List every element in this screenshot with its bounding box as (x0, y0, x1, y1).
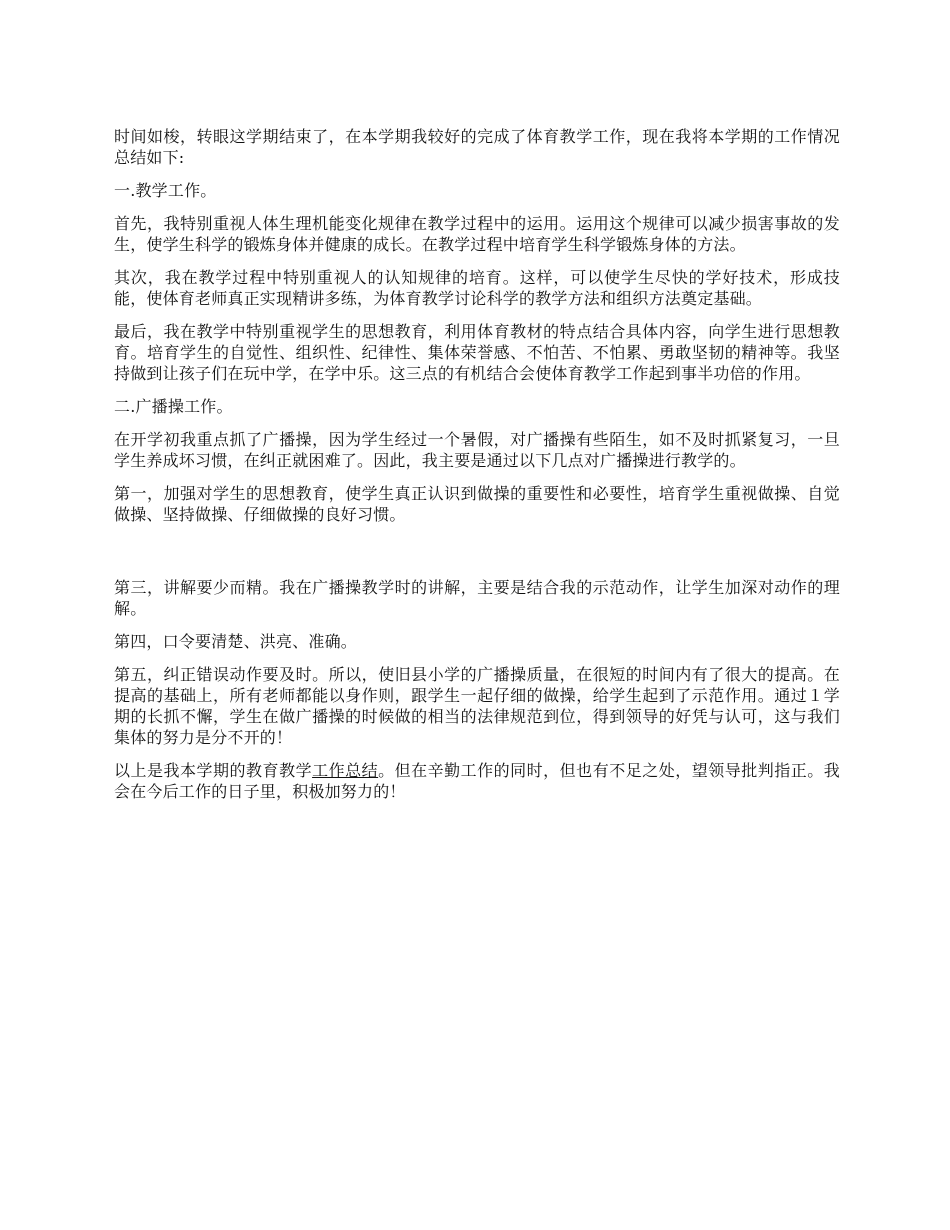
paragraph-last: 最后，我在教学中特别重视学生的思想教育，利用体育教材的特点结合具体内容，向学生进行思想教育。培育学生的自觉性、组织性、纪律性、集体荣誉感、不怕苦、不怕累、勇敢坚韧的精神等。我坚持做到让孩子们在玩中学，在学中乐。这三点的有机结合会使体育教学工作起到事半功倍的作用。 (114, 322, 840, 383)
paragraph-point-four: 第四，口令要清楚、洪亮、准确。 (114, 632, 358, 651)
blank-gap (114, 537, 840, 577)
section-heading-exercise: 二.广播操工作。 (114, 397, 233, 416)
closing-text-before: 以上是我本学期的教育教学 (114, 761, 313, 780)
document-page (114, 126, 840, 814)
paragraph-second: 其次，我在教学过程中特别重视人的认知规律的培育。这样，可以使学生尽快的学好技术，形成技能，使体育老师真正实现精讲多练，为体育教学讨论科学的教学方法和组织方法奠定基础。 (114, 268, 840, 308)
paragraph-exercise-intro: 在开学初我重点抓了广播操，因为学生经过一个暑假，对广播操有些陌生，如不及时抓紧复习，一旦学生养成坏习惯，在纠正就困难了。因此，我主要是通过以下几点对广播操进行教学的。 (114, 430, 840, 470)
closing-text-after: 。但在辛勤工作的同时，但也有不足之处，望领导批判指正。我会在今后工作的日子里，积极加努力的！ (114, 761, 840, 801)
paragraph-point-five: 第五，纠正错误动作要及时。所以，使旧县小学的广播操质量，在很短的时间内有了很大的提高。在提高的基础上，所有老师都能以身作则，跟学生一起仔细的做操，给学生起到了示范作用。通过１学期的长抓不懈，学生在做广播操的时候做的相当的法律规范到位，得到领导的好凭与认可，这与我们集体的努力是分不开的！ (114, 665, 840, 747)
section-heading-teaching: 一.教学工作。 (114, 181, 217, 200)
paragraph-first: 首先，我特别重视人体生理机能变化规律在教学过程中的运用。运用这个规律可以减少损害事故的发生，使学生科学的锻炼身体并健康的成长。在教学过程中培育学生科学锻炼身体的方法。 (114, 214, 840, 254)
intro-paragraph: 时间如梭，转眼这学期结束了，在本学期我较好的完成了体育教学工作，现在我将本学期的工作情况总结如下: (114, 127, 840, 167)
paragraph-point-three: 第三，讲解要少而精。我在广播操教学时的讲解，主要是结合我的示范动作，让学生加深对动作的理解。 (114, 578, 840, 618)
closing-paragraph (114, 760, 840, 802)
paragraph-point-one: 第一，加强对学生的思想教育，使学生真正认识到做操的重要性和必要性，培育学生重视做操、自觉做操、坚持做操、仔细做操的良好习惯。 (114, 484, 840, 524)
work-summary-link[interactable]: 工作总结 (312, 761, 379, 780)
